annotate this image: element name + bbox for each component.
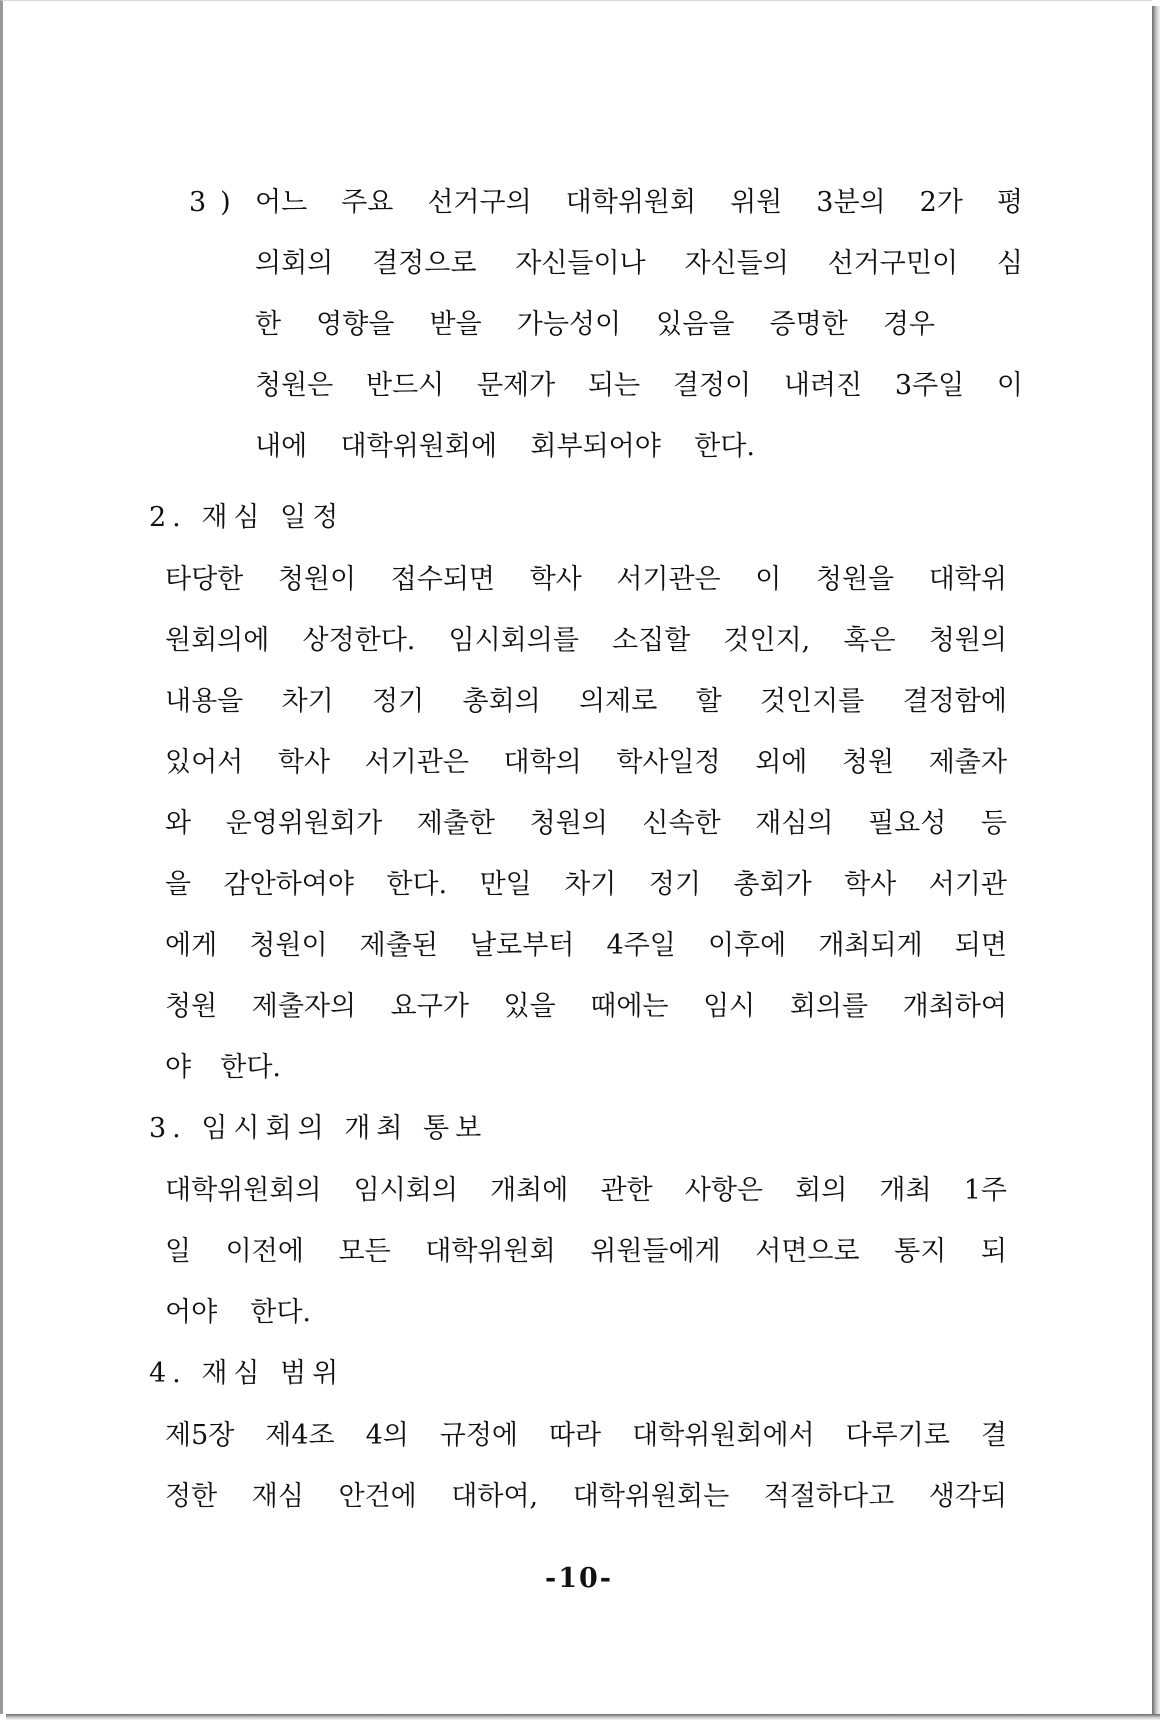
word: 이 bbox=[755, 564, 782, 595]
section-3-line-1 bbox=[165, 1174, 1007, 1208]
word: 심 bbox=[996, 248, 1023, 279]
word: 있을 bbox=[503, 991, 556, 1022]
word: 선거구의 bbox=[427, 187, 532, 218]
word: 2가 bbox=[919, 187, 963, 218]
word: 3분의 bbox=[816, 187, 886, 218]
word: 학사 bbox=[277, 747, 330, 778]
word: 대학위원회에서 bbox=[632, 1420, 815, 1451]
word: 감안하여야 bbox=[223, 869, 354, 900]
word: 내용을 bbox=[165, 686, 244, 717]
word: 개최되게 bbox=[818, 930, 923, 961]
word: 4의 bbox=[365, 1420, 409, 1451]
word: 제출자 bbox=[928, 747, 1007, 778]
word: 학사 bbox=[844, 869, 897, 900]
section-2-line-6 bbox=[165, 868, 1007, 902]
item-3-line-2 bbox=[255, 247, 1023, 281]
word: 청원이 bbox=[277, 564, 357, 595]
section-2-line-9 bbox=[165, 1051, 281, 1085]
word: 생각되 bbox=[928, 1481, 1007, 1512]
page-shadow-right bbox=[1152, 6, 1160, 1720]
word: 내려진 bbox=[783, 370, 863, 401]
word: 따라 bbox=[548, 1420, 602, 1451]
word: 있음을 bbox=[656, 309, 735, 340]
word: 문제가 bbox=[476, 370, 556, 401]
word: 임시회의를 bbox=[448, 625, 579, 656]
word: 증명한 bbox=[769, 309, 848, 340]
word: 것인지, bbox=[723, 625, 811, 656]
section-2-line-1 bbox=[165, 563, 1007, 597]
word: 4주일 bbox=[606, 930, 676, 961]
word: 경우 bbox=[882, 309, 935, 340]
word: 에게 bbox=[165, 930, 218, 961]
word: 대학위원회 bbox=[425, 1236, 556, 1267]
word: 청원의 bbox=[928, 625, 1007, 656]
word: 차기 bbox=[564, 869, 617, 900]
word: 접수되면 bbox=[390, 564, 495, 595]
word: 필요성 bbox=[868, 808, 947, 839]
word: 정기 bbox=[372, 686, 425, 717]
word: 제출자의 bbox=[251, 991, 357, 1022]
word: 위원들에게 bbox=[590, 1236, 721, 1267]
word: 이 bbox=[996, 370, 1023, 401]
word: 한다. bbox=[694, 431, 755, 462]
section-4-line-1 bbox=[165, 1419, 1007, 1453]
word: 되는 bbox=[587, 370, 641, 401]
section-2-heading: 2. 재심 일정 bbox=[149, 502, 345, 533]
word: 원회의에 bbox=[165, 625, 270, 656]
word: 3주일 bbox=[894, 370, 965, 401]
word: 총회의 bbox=[462, 686, 541, 717]
word: 임시 bbox=[703, 991, 756, 1022]
word: 대학위원회의 bbox=[165, 1175, 322, 1206]
word: 청원 bbox=[165, 991, 218, 1022]
word: 날로부터 bbox=[470, 930, 575, 961]
word: 한다. bbox=[220, 1052, 281, 1083]
section-2-line-7 bbox=[165, 929, 1007, 963]
item-3-line-1 bbox=[255, 186, 1023, 220]
word: 임시회의 bbox=[353, 1175, 458, 1206]
word: 대학위원회에 bbox=[340, 431, 498, 462]
section-4-heading: 4. 재심 범위 bbox=[149, 1358, 345, 1389]
word: 만일 bbox=[479, 869, 532, 900]
word: 일 bbox=[165, 1236, 192, 1267]
word: 대학위원회는 bbox=[572, 1481, 730, 1512]
word: 어야 bbox=[165, 1297, 218, 1328]
word: 청원이 bbox=[249, 930, 328, 961]
word: 상정한다. bbox=[302, 625, 416, 656]
word: 제5장 bbox=[165, 1420, 235, 1451]
word: 의회의 bbox=[255, 248, 334, 279]
word: 청원 bbox=[841, 747, 895, 778]
word: 있어서 bbox=[165, 747, 244, 778]
word: 총회가 bbox=[733, 869, 812, 900]
section-3-heading: 3. 임시회의 개최 통보 bbox=[149, 1113, 488, 1144]
word: 때에는 bbox=[590, 991, 669, 1022]
word: 외에 bbox=[755, 747, 808, 778]
word: 서면으로 bbox=[755, 1236, 860, 1267]
word: 대하여, bbox=[451, 1481, 539, 1512]
section-2-line-2 bbox=[165, 624, 1007, 658]
word: 개최하여 bbox=[902, 991, 1007, 1022]
word: 제출된 bbox=[359, 930, 438, 961]
word: 되면 bbox=[954, 930, 1007, 961]
word: 통지 bbox=[894, 1236, 947, 1267]
word: 평 bbox=[996, 187, 1023, 218]
word: 위원 bbox=[730, 187, 783, 218]
section-2-line-8 bbox=[165, 990, 1007, 1024]
word: 재심 bbox=[251, 1481, 304, 1512]
word: 서기관 bbox=[928, 869, 1007, 900]
word: 신속한 bbox=[642, 808, 721, 839]
section-2-line-5 bbox=[165, 807, 1007, 841]
word: 다루기로 bbox=[845, 1420, 950, 1451]
page-shadow-bottom bbox=[6, 1714, 1160, 1720]
word: 야 bbox=[165, 1052, 192, 1083]
word: 제출한 bbox=[416, 808, 495, 839]
word: 가능성이 bbox=[516, 309, 622, 340]
word: 학사 bbox=[529, 564, 582, 595]
word: 대학의 bbox=[503, 747, 582, 778]
item-3-line-4 bbox=[255, 369, 1023, 403]
section-2-line-3 bbox=[165, 685, 1007, 719]
item-3-marker: 3) bbox=[189, 187, 245, 218]
word: 어느 bbox=[255, 187, 308, 218]
word: 와 bbox=[165, 808, 192, 839]
word: 사항은 bbox=[684, 1175, 763, 1206]
word: 자신들이나 bbox=[515, 248, 646, 279]
word: 회의 bbox=[795, 1175, 848, 1206]
word: 할 bbox=[695, 686, 722, 717]
word: 결정이 bbox=[672, 370, 752, 401]
section-3-line-3 bbox=[165, 1296, 311, 1330]
word: 청원의 bbox=[529, 808, 608, 839]
word: 청원은 bbox=[255, 370, 334, 401]
item-3-line-3 bbox=[255, 308, 935, 342]
word: 결정함에 bbox=[902, 686, 1007, 717]
word: 개최 bbox=[879, 1175, 932, 1206]
word: 자신들의 bbox=[684, 248, 789, 279]
word: 관한 bbox=[600, 1175, 653, 1206]
word: 되 bbox=[980, 1236, 1007, 1267]
word: 반드시 bbox=[365, 370, 445, 401]
section-3-line-2 bbox=[165, 1235, 1007, 1269]
word: 선거구민이 bbox=[827, 248, 959, 279]
word: 결정으로 bbox=[372, 248, 477, 279]
word: 주요 bbox=[341, 187, 394, 218]
word: 요구가 bbox=[390, 991, 469, 1022]
word: 한다. bbox=[386, 869, 448, 900]
word: 받을 bbox=[429, 309, 482, 340]
word: 청원을 bbox=[815, 564, 895, 595]
section-2-line-4 bbox=[165, 746, 1007, 780]
word: 등 bbox=[980, 808, 1007, 839]
word: 차기 bbox=[281, 686, 334, 717]
word: 규정에 bbox=[439, 1420, 519, 1451]
section-4-line-2 bbox=[165, 1480, 1007, 1514]
word: 영향을 bbox=[316, 309, 395, 340]
word: 서기관은 bbox=[364, 747, 469, 778]
page-number: -10- bbox=[545, 1563, 613, 1594]
word: 타당한 bbox=[165, 564, 244, 595]
word: 운영위원회가 bbox=[225, 808, 383, 839]
word: 내에 bbox=[255, 431, 308, 462]
word: 안건에 bbox=[338, 1481, 417, 1512]
word: 정기 bbox=[648, 869, 701, 900]
word: 제4조 bbox=[265, 1420, 335, 1451]
word: 개최에 bbox=[490, 1175, 569, 1206]
word: 대학위 bbox=[928, 564, 1007, 595]
word: 적절하다고 bbox=[763, 1481, 895, 1512]
word: 모든 bbox=[338, 1236, 391, 1267]
word: 재심의 bbox=[755, 808, 834, 839]
word: 대학위원회 bbox=[565, 187, 697, 218]
word: 소집할 bbox=[612, 625, 691, 656]
word: 한다. bbox=[250, 1297, 311, 1328]
word: 정한 bbox=[165, 1481, 218, 1512]
word: 을 bbox=[165, 869, 192, 900]
item-3-line-5 bbox=[255, 430, 755, 464]
word: 이전에 bbox=[225, 1236, 304, 1267]
word: 결 bbox=[980, 1420, 1007, 1451]
word: 회부되어야 bbox=[530, 431, 661, 462]
word: 서기관은 bbox=[616, 564, 721, 595]
word: 의제로 bbox=[579, 686, 658, 717]
word: 혹은 bbox=[843, 625, 896, 656]
word: 학사일정 bbox=[616, 747, 721, 778]
word: 한 bbox=[255, 309, 282, 340]
word: 것인지를 bbox=[759, 686, 865, 717]
word: 회의를 bbox=[789, 991, 869, 1022]
word: 이후에 bbox=[707, 930, 787, 961]
word: 1주 bbox=[963, 1175, 1007, 1206]
